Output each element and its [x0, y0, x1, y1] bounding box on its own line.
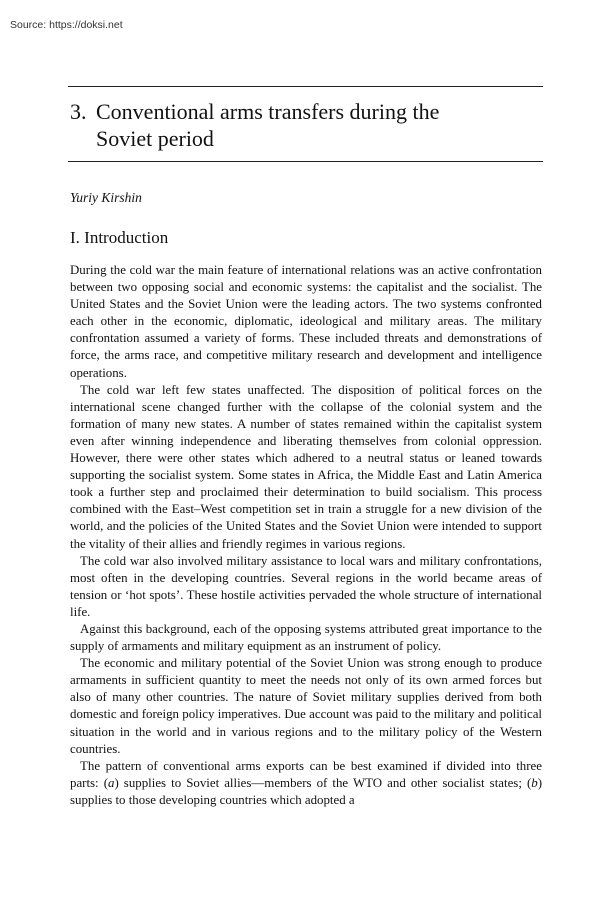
paragraph-6-part-2: ) supplies to Soviet allies—members of the WTO and other socialist states; (: [114, 775, 532, 790]
paragraph-2: The cold war left few states unaffected. The disposition of political forces on the international scene changed further with the collapse of the colonial system and the formation of many new states. A number of states remained within the capitalist system even after winning independence and liberating themselves from colonial oppression. However, there were other states which adhered to a neutral status or leaned towards supporting the socialist system. Some states in Africa, the Middle East and Latin America took a further step and proclaimed their determination to build socialism. This process combined with the East–West competition set in train a struggle for a new division of the world, and the policies of the United States and the Soviet Union were intended to support the vitality of their allies and friendly regimes in various regions.: [70, 382, 542, 551]
title-top-rule: [68, 86, 543, 87]
paragraph-3: The cold war also involved military assistance to local wars and military confrontations, most often in the developing countries. Several regions in the world became areas of tension or ‘hot spots’. These hostile activities pervaded the whole structure of international life.: [70, 553, 542, 619]
paragraph-4: Against this background, each of the opposing systems attributed great importance to the supply of armaments and military equipment as an instrument of policy.: [70, 621, 542, 654]
author-name: Yuriy Kirshin: [70, 190, 142, 205]
chapter-number: 3.: [70, 99, 87, 124]
list-marker-b: b: [531, 775, 538, 790]
paragraph-6: [70, 758, 542, 809]
body-text: [70, 262, 542, 809]
title-bottom-rule: [68, 161, 543, 162]
list-marker-a: a: [108, 775, 115, 790]
paragraph-6-part-3: ) supplies to those developing countries which adopted a: [70, 775, 543, 807]
source-label: Source: https://doksi.net: [10, 19, 123, 31]
paragraph-6-part-1: The pattern of conventional arms exports can be best examined if divided into three parts: (: [70, 758, 542, 790]
paragraph-1: During the cold war the main feature of international relations was an active confrontation between two opposing social and economic systems: the capitalist and the socialist. The United States and the Soviet Union were the leading actors. The two systems confronted each other in the economic, diplomatic, ideological and military areas. The military confrontation assumed a variety of forms. These included threats and demonstrations of force, the arms race, and competitive military research and development and intelligence operations.: [70, 263, 542, 380]
chapter-title-line-2: Soviet period: [96, 126, 214, 151]
chapter-title: [70, 98, 540, 152]
chapter-title-line-1: Conventional arms transfers during the: [96, 99, 440, 124]
paragraph-5: The economic and military potential of the Soviet Union was strong enough to produce armaments in sufficient quantity to meet the needs not only of its own armed forces but also of many other countries. The nature of Soviet military supplies derived from both domestic and foreign policy imperatives. Due account was paid to the military and political situation in the world and in various regions and to the military policy of the Western countries.: [70, 656, 542, 756]
section-heading: I. Introduction: [70, 228, 169, 247]
